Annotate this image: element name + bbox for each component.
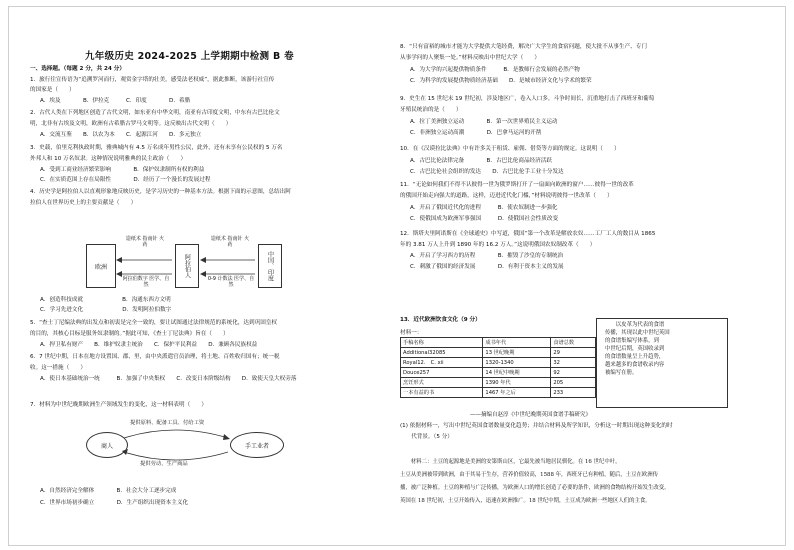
answer-options: C．为科学的发展提供物质经济基础 D．是城市经济文化与学术的繁荣 [410,78,592,84]
table-row [401,388,596,398]
question-text: 9．史生在 15 世纪末 19 世纪初，涉及地区广，卷入人口多，斗争时间长，沉重地打击了西班牙和葡萄 [400,96,655,102]
answer-options: A．使日本基础统治一统 B．加强了中央集权 C．改变日本阶级结构 D．致使天皇大权旁落 [40,376,297,382]
side-text-line: 以皮革为代表的食谱 [605,322,665,328]
china-india-label: 中国、印度 [266,251,274,281]
table-row [401,348,596,358]
question-text: 的国家是（ ） [30,87,75,93]
europe-label: 欧洲 [94,263,107,271]
table-cell: 1467 年之后 [483,388,551,398]
side-text-line: 传播，其现以此中世纪英国 [605,330,670,336]
table-cell: 一本有益的书 [401,388,483,398]
recipe-table [400,337,596,398]
merchant-label: 商人 [100,442,113,450]
question-text: 8．“只有富裕的城市才能为大学提供大笔经费，解决广大学生的食宿问题，使大批不从事生产、专门 [400,44,647,50]
table-cell: 92 [551,368,596,378]
q7-top-label: 提供原料、配备工具、付给工资 [130,420,205,426]
side-text-line: 被编写在册。 [605,370,638,376]
table-cell: 32 [551,358,596,368]
table-header-row [401,338,596,348]
left-arrow-label: 造纸术 指南针 火药 [125,236,165,248]
question-text: 材料一： [400,330,423,336]
question-text: 7．材料为中世纪晚期欧洲生产领域发生的变化，这一材料表明（ ） [30,402,207,408]
table-cell: 13 世纪晚期 [483,348,551,358]
answer-options: C．古巴比伦社会组织的发达 D．古巴比伦手工业十分发达 [410,169,564,175]
question-text: 的俄国开始走向强大的道路，这样，迈进近代化门槛，”材料说明彼得一世改革（ ） [400,193,613,199]
material-two-line: 材料二：土豆的起源地是美洲的安第斯山区，它最先被当地居民驯化。在 16 世纪中叶， [400,459,621,465]
question-text: 牙殖民统治的是（ ） [400,107,462,113]
answer-options: A．埃及 B．伊拉克 C．印度 D．希腊 [40,98,191,104]
table-cell: Royal12. C. xii [401,358,483,368]
answer-options: A．开启了学习西方的历程 B．摧毁了沙皇的专制统治 [410,253,564,259]
question-text: 2．古代人类在下列地区创造了古代文明，如东亚有中华文明，南亚有古印度文明，中东有古巴比伦文 [30,110,280,116]
section-heading: 一、选择题。（每题 2 分，共 24 分） [30,66,125,72]
answer-options: C．世界市场初步确立 D．生产组织出现资本主义化 [40,500,189,506]
table-cell: 29 [551,348,596,358]
table-source: ——摘编自赵淳《中世纪晚期英国食谱手稿研究》 [470,412,592,418]
question-text: 3．史载，伯里克利执政时期，雅典城内有 4.5 万名成年男性公民，此外，还有未享有公民权的 5 万名 [30,145,283,151]
table-cell: 1320-1340 [483,358,551,368]
question-text: 年的 3.81 万人上升到 1890 年的 16.2 万人。”这说明俄国农奴制改革（ ） [400,242,596,248]
table-row [401,378,596,388]
side-text-line: 的食谱集编写体系，到 [605,338,659,344]
question-text: 拉伯人在世界历史上的主要贡献是（ ） [30,200,137,206]
table-row [401,368,596,378]
right-arrow-label: 造纸术 指南针 火药 [210,236,250,248]
question-text: 收。这一措施（ ） [30,365,86,371]
answer-options: C．学习先进文化 D．发明阿拉伯数字 [40,307,172,313]
answer-options: A．创造科技成就 B．沟通东西方文明 [40,297,171,303]
table-row [401,358,596,368]
answer-options: A．交流互鉴 B．以农为本 C．起源江河 D．多元独立 [40,132,202,138]
section-heading: 13．近代欧洲饮食文化（9 分） [400,317,481,323]
answer-options: A．古巴比伦法律完备 B．古巴比伦商品经济活跃 [410,158,552,164]
answer-options: C．在实质范围上存在局限性 D．经历了一个漫长的发展过程 [40,177,211,183]
material-two-line: 英国在 18 世纪初，土豆开始传入，迅速在欧洲推广。18 世纪中期，土豆成为欧洲一些地区人们的主食。 [400,498,651,504]
answer-options: A．受到工商业经济繁荣影响 B．保护奴隶制所有权的利益 [40,167,205,173]
answer-options: A．捍卫私有财产 B．维护奴隶主统治 C．保护平民利益 D．兼顾各民族权益 [40,342,258,348]
question-text: 1．旅行往宣传语为“追溯罗河而行，观赏金字塔的壮美，感受法老权威”，据此推断，该游行社宣传 [30,77,275,83]
question-text: 5．“查士丁尼编法典的出发点和初衷是完全一致的，要让试图通过法律规范的系统化，达到巩固皇权 [30,320,277,326]
question-text: 6．7 世纪中期，日本在地方设置国、郡、里，由中央派遣官员治理，将土地、百姓收归国有；统一税 [30,354,280,360]
side-text-line: 的食谱数量呈上升趋势， [605,354,665,360]
table-cell: 205 [551,378,596,388]
question-text: 外邦人和 10 万名奴隶。这种情况说明雅典的民主政治（ ） [30,156,187,162]
table-cell: Douce257 [401,368,483,378]
table-header: 成书年代 [483,338,551,348]
material-two-line: 土豆从美洲被带到欧洲，由于其易于生存，营养价值较高，1588 年，西班牙已有种植，随后，土豆在欧洲传 [400,472,659,478]
answer-options: A．自然经济完全解体 B．社会大分工逐步完成 [40,488,177,494]
table-cell: 14 世纪中晚期 [483,368,551,378]
table-header: 食谱总数 [551,338,596,348]
lower-right-label: 0-9 计数法 医学、自然 [207,276,255,288]
question-text: 4．历史学是阿拉伯人以直观形象地反映历史，是学习历史的一种基本方法。根据下面的示意图，总结出阿 [30,189,291,195]
material-two-line: 播，被广泛种植。土豆的种植与广泛传播，为欧洲人口的增长创造了必要的条件，欧洲的食物结构开始发生改变。 [400,485,670,491]
question-text: 12．斯塔夫里阿诺斯在《全球通史》中写道，俄国“第一个改革是解放农奴……工厂工人的数目从 1865 [400,231,656,237]
question-text: 从事学问的人聚集一处。”材料反映出中世纪大学（ ） [400,55,540,61]
question-text: 的目的，其核心目标是服务奴隶制的。”据此可知，《查士丁尼法典》旨在（ ） [30,331,229,337]
table-cell: Additional32085 [401,348,483,358]
answer-options: C．刺激了俄国的经济发展 D．有利于资本主义的发展 [410,264,564,270]
lower-left-label: 阿拉伯数字 医学、自然 [122,276,170,288]
table-header: 手稿名称 [401,338,483,348]
craftsman-label: 手工业者 [244,442,269,450]
table-cell: 烹饪形式 [401,378,483,388]
side-text-line: 越来越多的食谱收录内容 [605,362,665,368]
question-text: 11．“无论如何我们不得不认彼得一世为俄罗斯打开了一扇面向欧洲的窗户……彼得一世的改革 [400,182,634,188]
table-cell: 233 [551,388,596,398]
side-text [605,321,723,377]
question-text: (1) 依据材料一，写出中世纪英国食谱数量变化趋势；并结合材料及所学知识，分析这一时期出现这种变化的时 [400,423,673,429]
recipe-table-wrap [400,337,600,398]
exam-title: 九年级历史 2024-2025 上学期期中检测 B 卷 [85,51,294,62]
answer-options: C．非洲独立运动高潮 D．巴拿马运河的开凿 [410,130,542,136]
answer-options: A．拉丁美洲独立运动 B．第一次世界殖民主义运动 [410,119,558,125]
table-cell: 1390 年代 [483,378,551,388]
answer-options: A．开启了俄国近代化的进程 B．使农奴制进一步强化 [410,205,558,211]
question-text: 10．在《汉谟拉比法典》中有许多关于租赁、雇佣、借贷等方面的规定。这说明（ ） [400,146,620,152]
question-text: 代背景。（5 分） [400,434,453,440]
question-text: 明，北非有古埃及文明，欧洲有古希腊古罗马文明等。这反映出古代文明（ ） [30,121,232,127]
q7-bottom-label: 提供劳动、生产商品 [140,461,188,467]
arab-label: 阿拉伯人 [183,254,191,278]
side-text-line: 中世纪后期，英国收录到 [605,346,665,352]
answer-options: C．使俄国成为欧洲军事强国 D．使俄国社会性质改变 [410,216,559,222]
answer-options: A．为大学的兴起提供物质条件 B．是教师行会发展的必然产物 [410,67,580,73]
